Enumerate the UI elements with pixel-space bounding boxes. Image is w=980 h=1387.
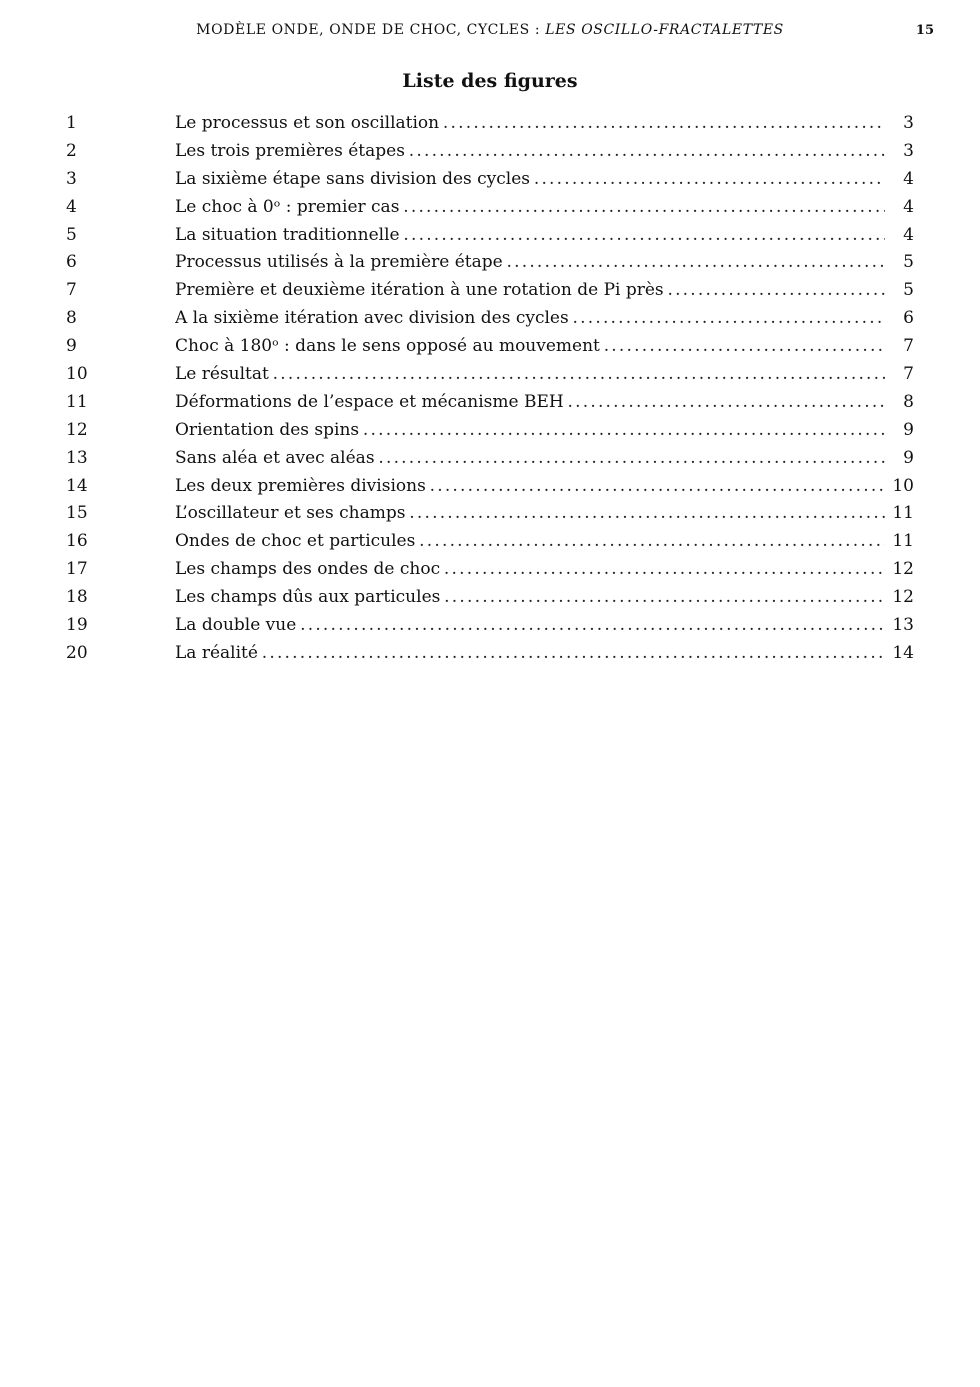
figure-number: 18 xyxy=(66,587,88,608)
figure-page: 12 xyxy=(892,559,914,580)
figure-title[interactable]: L’oscillateur et ses champs . . . xyxy=(175,499,885,527)
figure-entry[interactable] xyxy=(0,304,980,332)
figure-title[interactable]: Le choc à 0ᵒ : premier cas . . . xyxy=(175,193,885,221)
figure-page: 10 xyxy=(892,475,914,496)
figure-page: 11 xyxy=(892,503,914,524)
figure-title[interactable]: La réalité . . . xyxy=(175,639,885,667)
figure-page: 7 xyxy=(903,336,914,357)
figure-number: 9 xyxy=(66,336,77,357)
figure-page: 13 xyxy=(892,615,914,636)
figure-page: 7 xyxy=(903,364,914,385)
running-header xyxy=(0,22,980,38)
figure-number: 10 xyxy=(66,364,88,385)
figure-page: 9 xyxy=(903,447,914,468)
figure-title[interactable]: Les champs des ondes de choc . . . xyxy=(175,555,885,583)
figure-title[interactable]: La double vue . . . xyxy=(175,611,885,639)
list-of-figures-title: Liste des figures xyxy=(402,70,578,92)
figure-title[interactable]: Sans aléa et avec aléas . . . xyxy=(175,444,885,472)
figure-page: 14 xyxy=(892,642,914,663)
figure-entry[interactable] xyxy=(0,611,980,639)
figure-number: 14 xyxy=(66,475,88,496)
figure-number: 6 xyxy=(66,252,77,273)
figure-number: 7 xyxy=(66,280,77,301)
figure-number: 12 xyxy=(66,419,88,440)
figure-entry[interactable] xyxy=(0,555,980,583)
figure-entry[interactable] xyxy=(0,444,980,472)
figure-entry[interactable] xyxy=(0,248,980,276)
figure-number: 5 xyxy=(66,224,77,245)
running-title-roman: MODÈLE ONDE, ONDE DE CHOC, CYCLES : xyxy=(196,22,546,38)
figure-title[interactable]: Première et deuxième itération à une rotation de Pi près . . . xyxy=(175,276,885,304)
figure-number: 8 xyxy=(66,308,77,329)
figure-number: 11 xyxy=(66,391,88,412)
figure-entry[interactable] xyxy=(0,639,980,667)
figure-entry[interactable] xyxy=(0,499,980,527)
figure-title[interactable]: Déformations de l’espace et mécanisme BEH . . . xyxy=(175,388,885,416)
figure-page: 4 xyxy=(903,168,914,189)
figure-page: 11 xyxy=(892,531,914,552)
figure-page: 3 xyxy=(903,140,914,161)
figure-page: 5 xyxy=(903,280,914,301)
figure-title[interactable]: Orientation des spins . . . xyxy=(175,416,885,444)
figure-entry[interactable] xyxy=(0,193,980,221)
figure-page: 8 xyxy=(903,391,914,412)
figure-number: 2 xyxy=(66,140,77,161)
figure-page: 4 xyxy=(903,224,914,245)
figure-title[interactable]: A la sixième itération avec division des cycles . . . xyxy=(175,304,885,332)
figure-page: 5 xyxy=(903,252,914,273)
figure-entry[interactable] xyxy=(0,165,980,193)
figure-title[interactable]: Processus utilisés à la première étape . . . xyxy=(175,248,885,276)
figure-page: 4 xyxy=(903,196,914,217)
figure-title[interactable]: Ondes de choc et particules . . . xyxy=(175,527,885,555)
figure-entry[interactable] xyxy=(0,137,980,165)
figure-page: 3 xyxy=(903,113,914,133)
figure-title[interactable]: Les champs dûs aux particules . . . xyxy=(175,583,885,611)
figure-title[interactable]: Les trois premières étapes . . . xyxy=(175,137,885,165)
figure-number: 20 xyxy=(66,642,88,663)
figure-list xyxy=(0,109,980,667)
figure-number: 17 xyxy=(66,559,88,580)
figure-entry[interactable] xyxy=(0,109,980,137)
figure-title[interactable]: Le processus et son oscillation . . . xyxy=(175,109,885,137)
figure-number: 3 xyxy=(66,168,77,189)
figure-entry[interactable] xyxy=(0,416,980,444)
figure-number: 4 xyxy=(66,196,77,217)
figure-entry[interactable] xyxy=(0,360,980,388)
figure-title[interactable]: Choc à 180ᵒ : dans le sens opposé au mouvement . . . xyxy=(175,332,885,360)
figure-entry[interactable] xyxy=(0,332,980,360)
figure-entry[interactable] xyxy=(0,583,980,611)
figure-number: 1 xyxy=(66,113,77,133)
figure-number: 19 xyxy=(66,615,88,636)
figure-number: 15 xyxy=(66,503,88,524)
figure-number: 13 xyxy=(66,447,88,468)
figure-title[interactable]: Les deux premières divisions . . . xyxy=(175,472,885,500)
running-title-italic: LES OSCILLO-FRACTALETTES xyxy=(545,22,784,38)
figure-entry[interactable] xyxy=(0,388,980,416)
figure-entry[interactable] xyxy=(0,221,980,249)
page-number: 15 xyxy=(915,23,934,38)
figure-entry[interactable] xyxy=(0,472,980,500)
figure-page: 12 xyxy=(892,587,914,608)
figure-page: 6 xyxy=(903,308,914,329)
figure-entry[interactable] xyxy=(0,527,980,555)
figure-title[interactable]: La sixième étape sans division des cycles . . . xyxy=(175,165,885,193)
figure-number: 16 xyxy=(66,531,88,552)
figure-page: 9 xyxy=(903,419,914,440)
figure-title[interactable]: Le résultat . . . xyxy=(175,360,885,388)
figure-title[interactable]: La situation traditionnelle . . . xyxy=(175,221,885,249)
figure-entry[interactable] xyxy=(0,276,980,304)
